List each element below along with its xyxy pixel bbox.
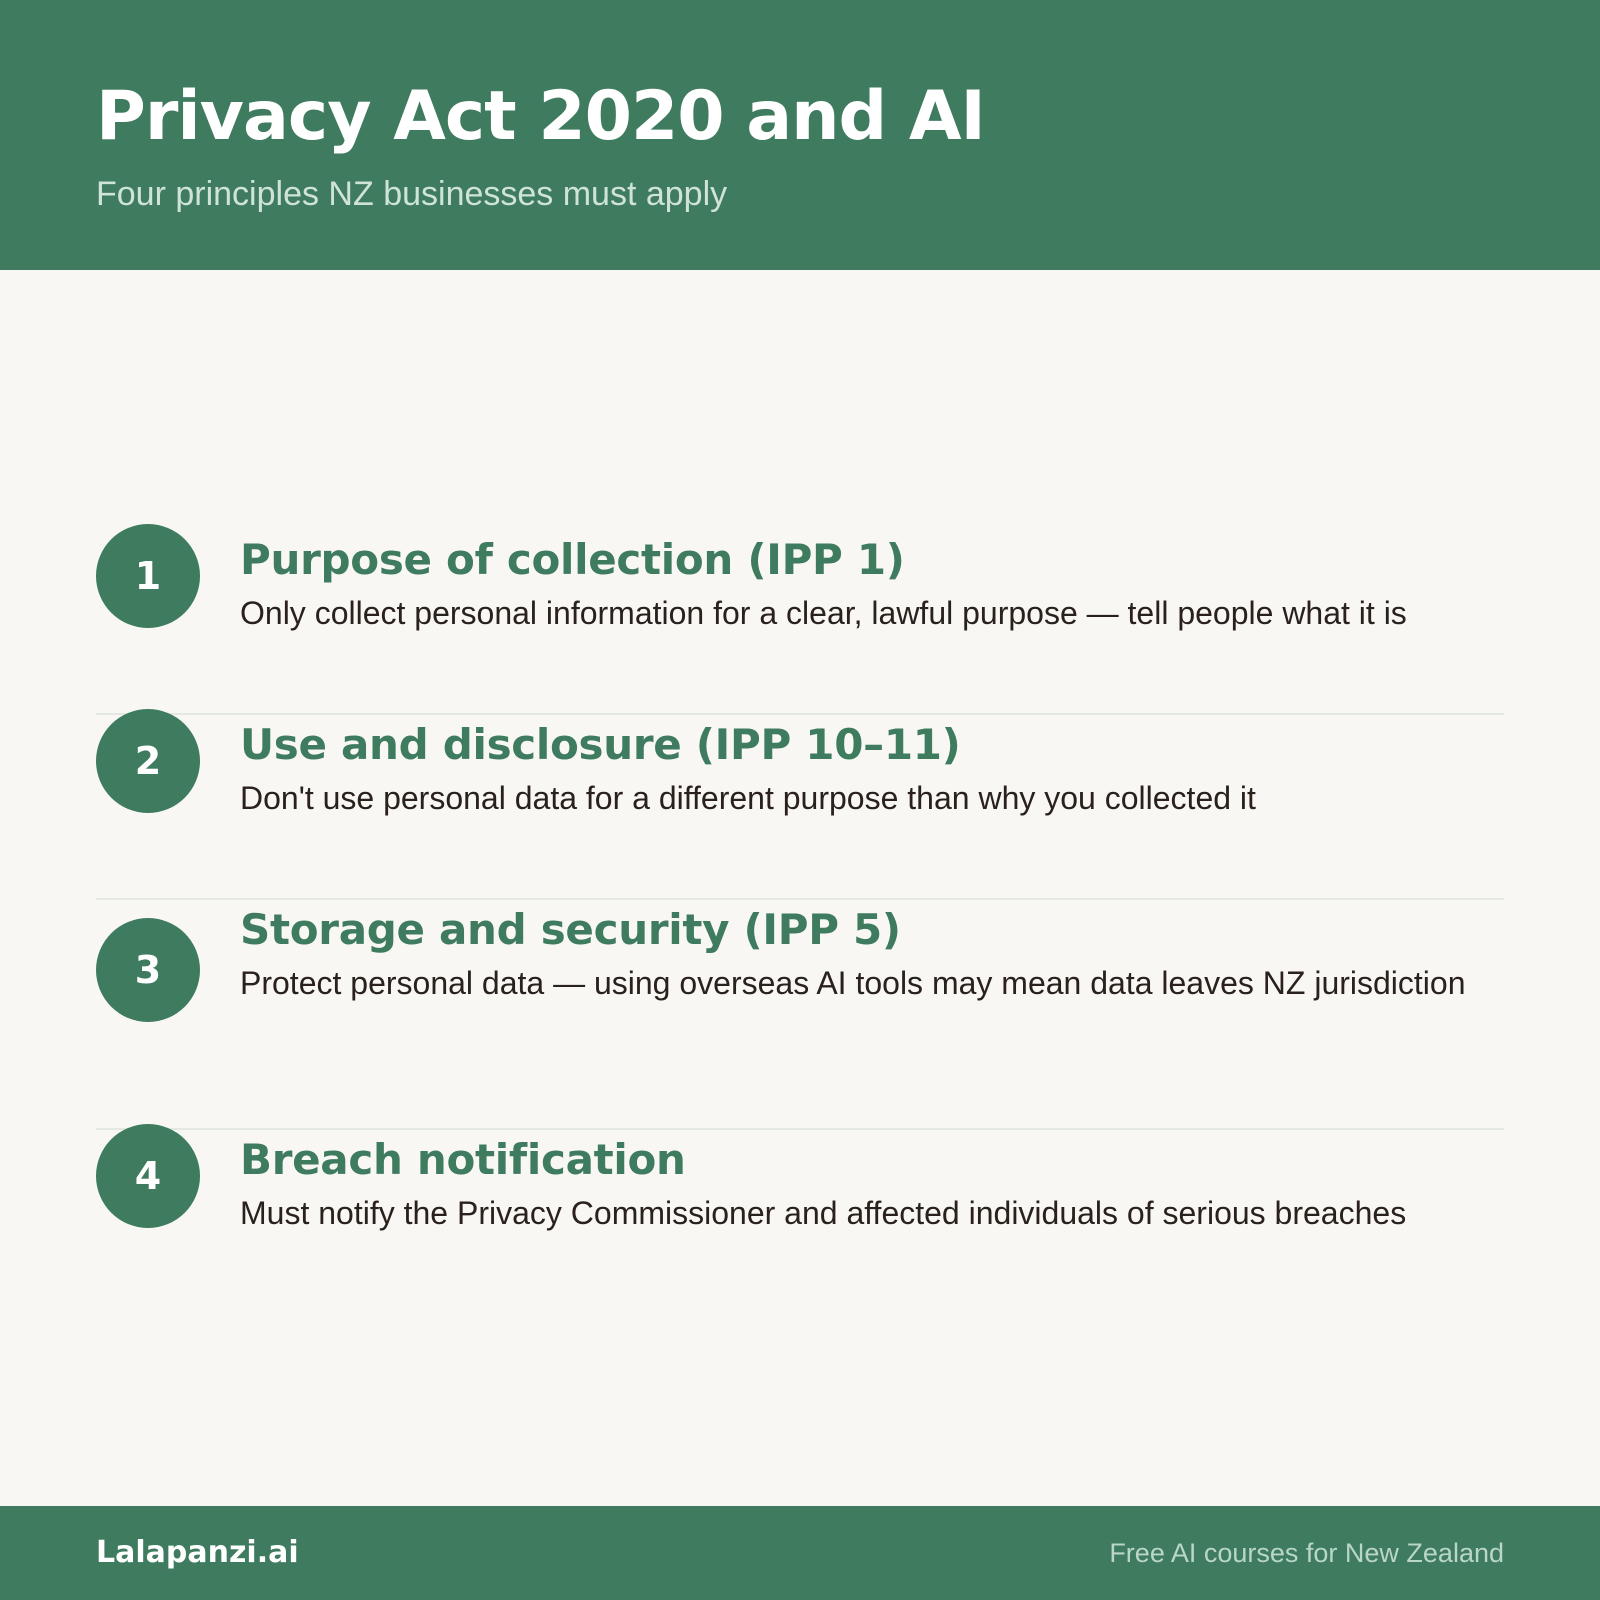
number-badge: 1 <box>96 524 200 628</box>
principle-item-4 <box>96 1130 1504 1313</box>
principle-title: Purpose of collection (IPP 1) <box>240 535 905 584</box>
number-badge: 4 <box>96 1124 200 1228</box>
page-title: Privacy Act 2020 and AI <box>96 77 985 156</box>
principle-item-2 <box>96 715 1504 900</box>
header-banner <box>0 0 1600 270</box>
number-badge: 2 <box>96 709 200 813</box>
page-subtitle: Four principles NZ businesses must apply <box>96 175 728 213</box>
principle-description: Protect personal data — using overseas AI tools may mean data leaves NZ jurisdiction <box>240 965 1466 1001</box>
principle-item-3 <box>96 900 1504 1130</box>
principle-title: Breach notification <box>240 1135 686 1184</box>
number-badge: 3 <box>96 918 200 1022</box>
principle-description: Only collect personal information for a clear, lawful purpose — tell people what it is <box>240 595 1407 631</box>
principle-title: Storage and security (IPP 5) <box>240 905 901 954</box>
footer-tagline: Free AI courses for New Zealand <box>1109 1538 1504 1568</box>
principle-title: Use and disclosure (IPP 10–11) <box>240 720 961 769</box>
footer-bar <box>0 1506 1600 1600</box>
principle-item-1 <box>96 530 1504 715</box>
brand-name: Lalapanzi.ai <box>96 1535 299 1570</box>
principle-description: Must notify the Privacy Commissioner and affected individuals of serious breaches <box>240 1195 1407 1231</box>
principles-list <box>96 530 1504 1313</box>
principle-description: Don't use personal data for a different purpose than why you collected it <box>240 780 1256 816</box>
